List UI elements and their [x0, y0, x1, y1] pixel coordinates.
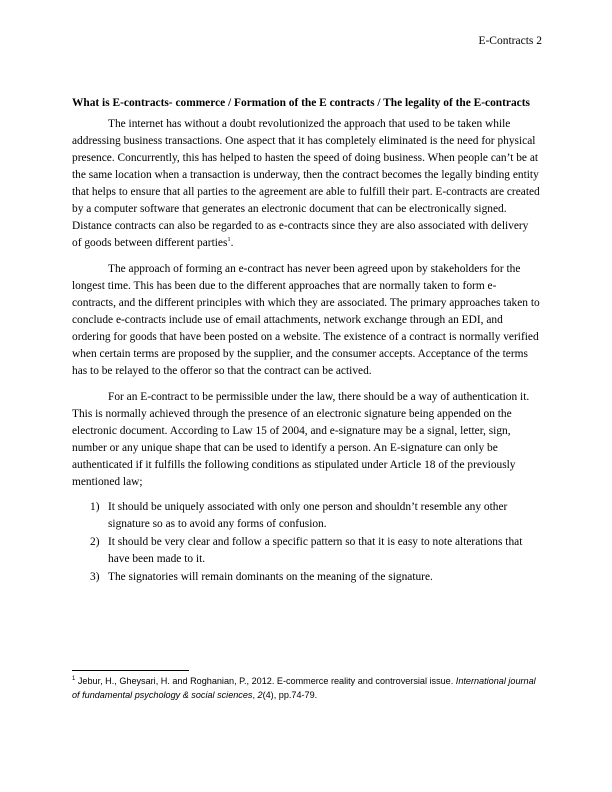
- list-item-number: 3): [90, 571, 100, 583]
- list-item-number: 2): [90, 536, 100, 548]
- conditions-list: [72, 499, 540, 586]
- footnote-text: Jebur, H., Gheysari, H. and Roghanian, P., 2012. E-commerce reality and controversial issue.: [75, 676, 456, 686]
- paragraph-1-end: .: [230, 237, 234, 249]
- list-item-text: It should be uniquely associated with only one person and shouldn’t resemble any other signature so as to avoid any forms of confusion.: [108, 501, 508, 530]
- list-item: [72, 499, 540, 533]
- footnote-volume: 2: [257, 690, 263, 700]
- footnote-marker: 1: [72, 675, 76, 682]
- list-item: [72, 534, 540, 568]
- footnote-reference[interactable]: 1: [227, 236, 231, 244]
- footnote-separator: [72, 670, 189, 671]
- paragraph-1: [72, 116, 540, 252]
- paragraph-2: The approach of forming an e-contract has never been agreed upon by stakeholders for the longest time. This has been due to the different approaches that are normally taken to form e-contracts, and the different principles with which they are associated. The primary approaches taken to conclude e-contracts include use of email attachments, network exchange through an EDI, and ordering for goods that have been posted on a website. The existence of a contract is normally verified when certain terms are proposed by the supplier, and the consumer accepts. Acceptance of the terms has to be relayed to the offeror so that the contract can be actived.: [72, 263, 540, 377]
- footnote-separator-text: ,: [252, 690, 258, 700]
- running-head: E-Contracts 2: [478, 35, 542, 47]
- list-item-text: It should be very clear and follow a specific pattern so that it is easy to note alterations that have been made to it.: [108, 536, 523, 565]
- paragraph-1-text: The internet has without a doubt revolutionized the approach that used to be taken while addressing business transactions. One aspect that it has completely eliminated is the need for physical presence. Concurrently, this has helped to hasten the speed of doing business. When people can’t be at the same location when a transaction is underway, then the contract becomes the legally binding entity that helps to ensure that all parties to the agreement are able to fulfill their part. E-contracts are created by a computer software that generates an electronic document that can be electronically signed. Distance contracts can also be regarded to as e-contracts since they are also associated with delivery of goods between different parties: [72, 118, 540, 249]
- footnote-journal: International journal of fundamental psychology & social sciences: [72, 676, 536, 700]
- paragraph-3: For an E-contract to be permissible under the law, there should be a way of authentication it. This is normally achieved through the presence of an electronic signature being appended on the electronic document. According to Law 15 of 2004, and e-signature may be a signal, letter, sign, number or any unique shape that can be used to identify a person. An E-signature can only be authenticated if it fulfills the following conditions as stipulated under Article 18 of the previously mentioned law;: [72, 391, 530, 488]
- footnote-pages: (4), pp.74-79.: [262, 690, 318, 700]
- body-content: [72, 95, 540, 587]
- list-item-number: 1): [90, 501, 100, 513]
- footnote: [72, 674, 540, 702]
- list-item-text: The signatories will remain dominants on the meaning of the signature.: [108, 571, 433, 583]
- list-item: [72, 569, 540, 586]
- section-heading: What is E-contracts- commerce / Formation of the E contracts / The legality of the E-contracts: [72, 97, 530, 109]
